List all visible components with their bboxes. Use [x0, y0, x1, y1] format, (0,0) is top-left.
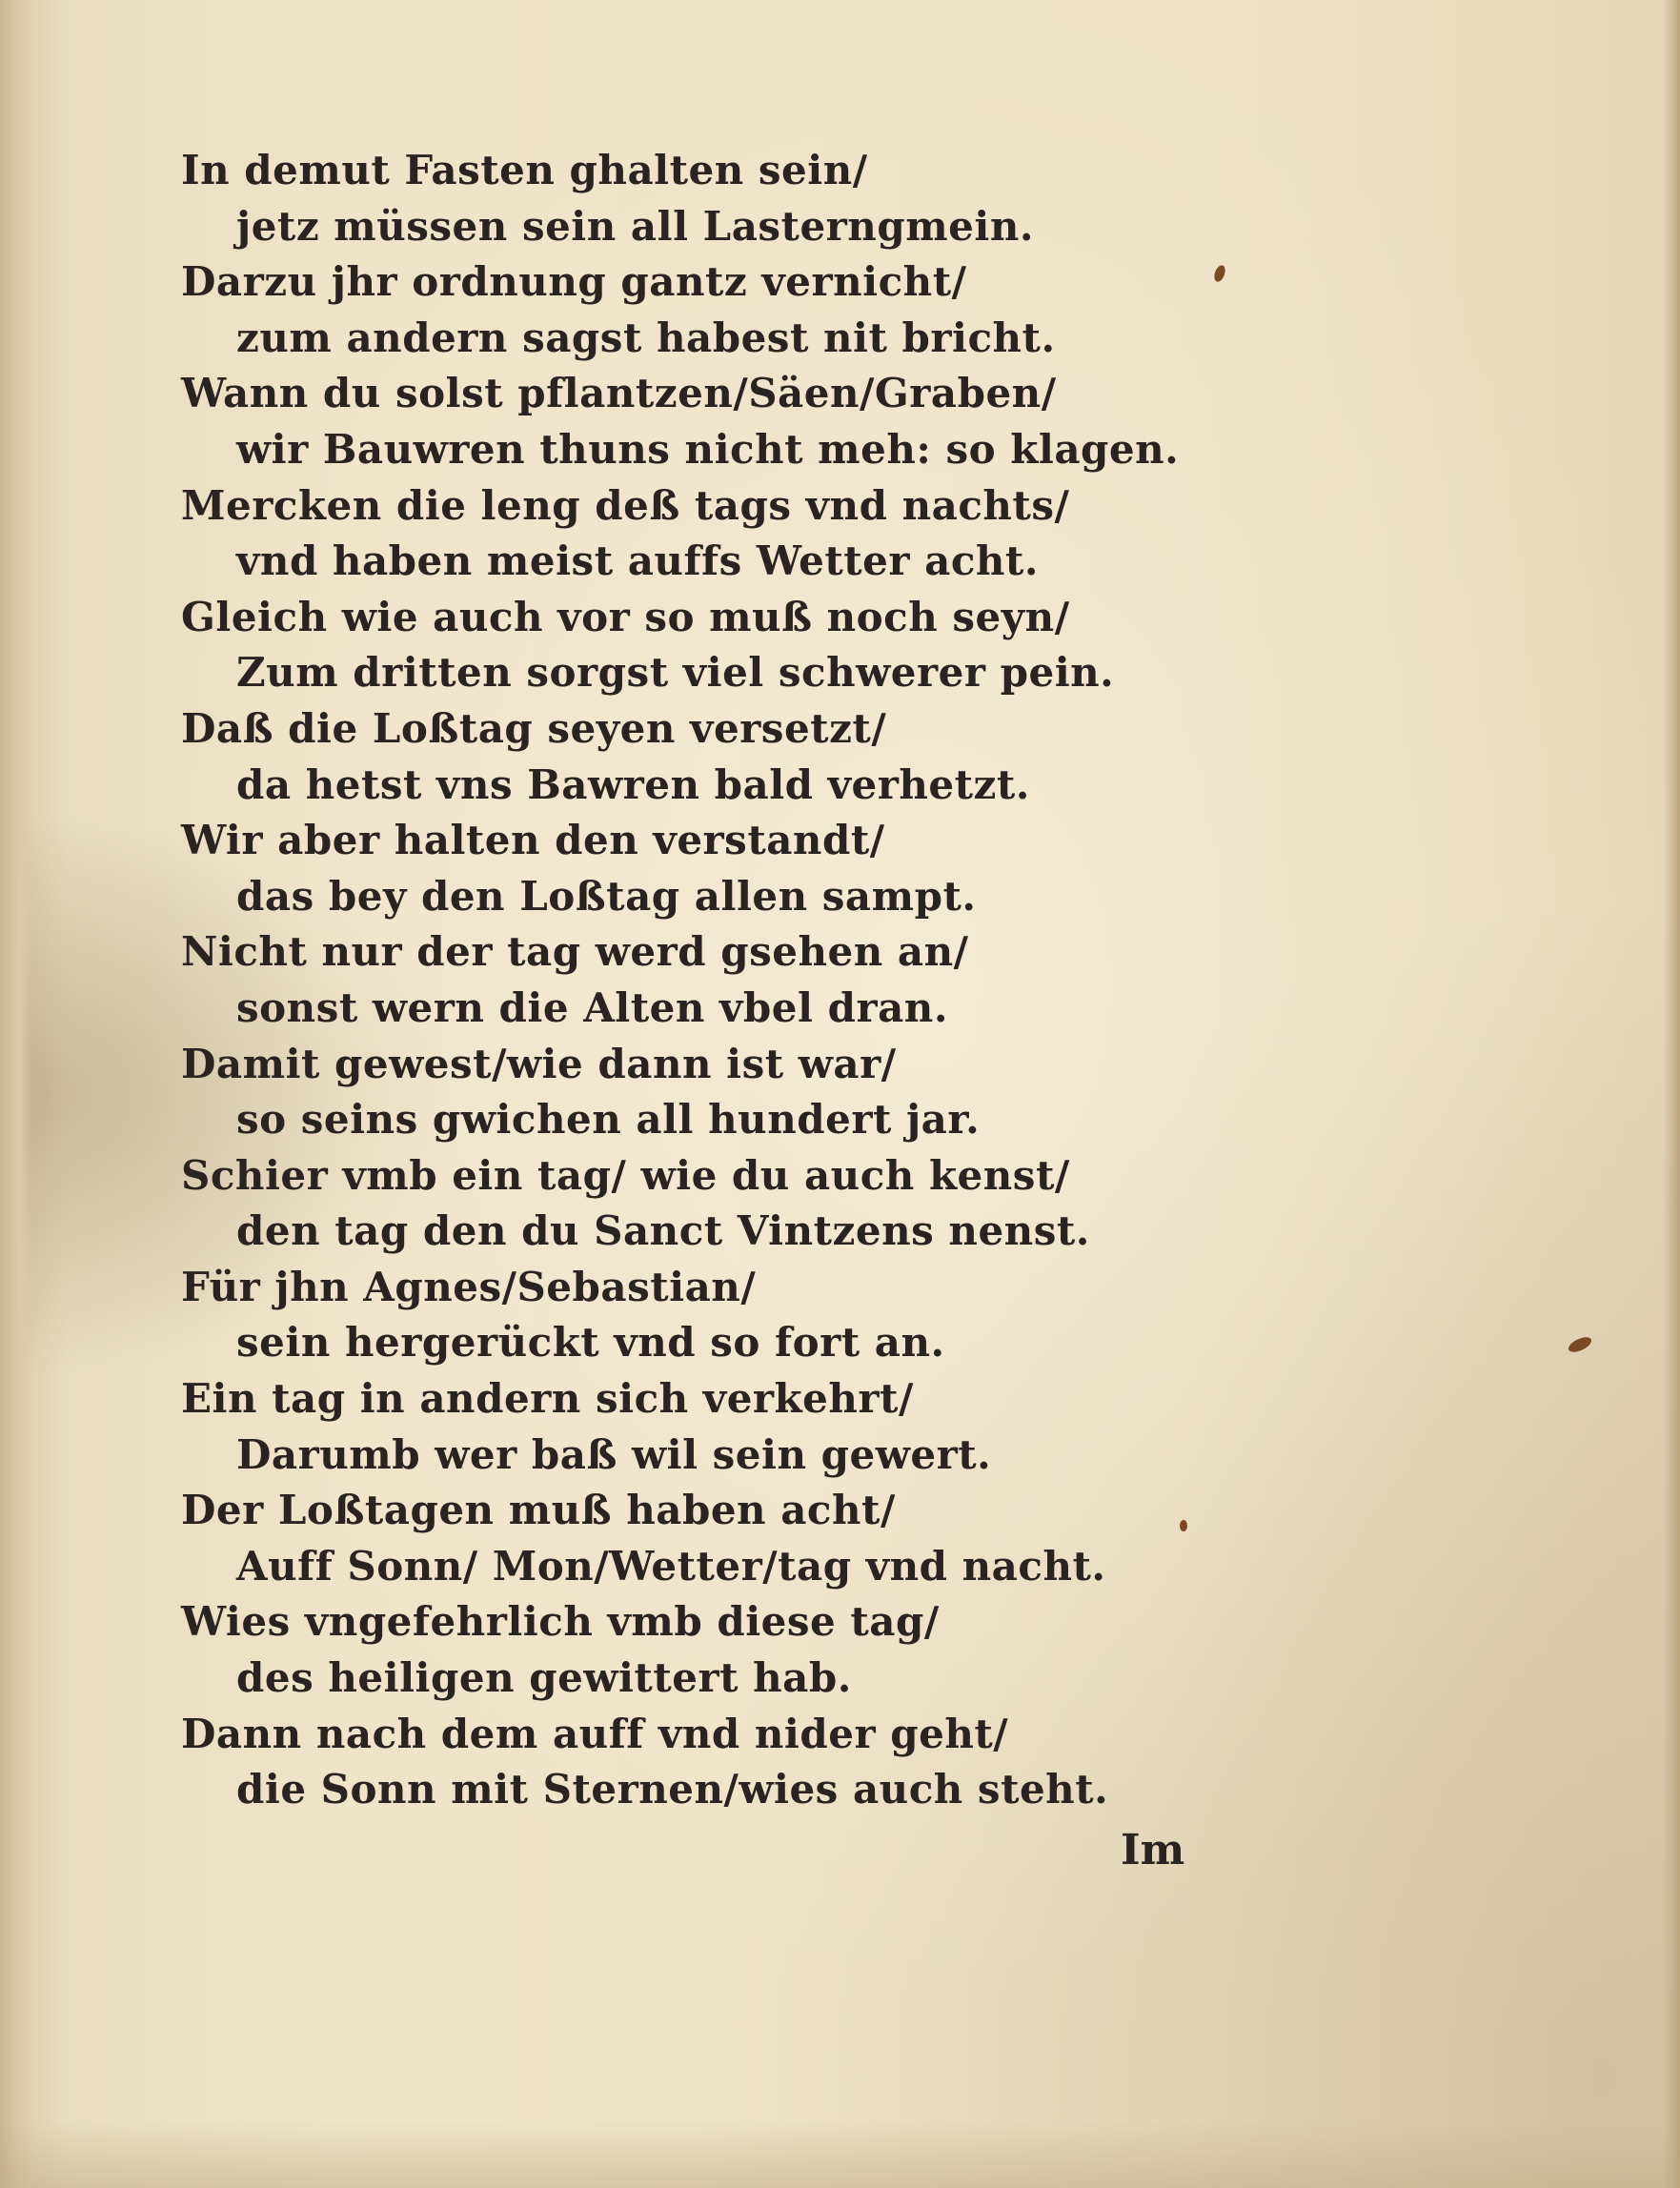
verse-line: sein hergerückt vnd so fort an. — [236, 1319, 945, 1367]
verse-line: Darzu jhr ordnung gantz vernicht/ — [181, 258, 967, 306]
verse-line: die Sonn mit Sternen/wies auch steht. — [236, 1766, 1109, 1813]
verse-line: Wir aber halten den verstandt/ — [181, 817, 885, 864]
verse-line: Ein tag in andern sich verkehrt/ — [181, 1375, 914, 1423]
verse-line: wir Bauwren thuns nicht meh: so klagen. — [236, 425, 1180, 473]
ink-stain — [1567, 1334, 1594, 1355]
verse-line: sonst wern die Alten vbel dran. — [236, 983, 948, 1031]
verse-line: jetz müssen sein all Lasterngmein. — [236, 202, 1034, 250]
verse-line: Der Loßtagen muß haben acht/ — [181, 1487, 896, 1534]
verse-line: Zum dritten sorgst viel schwerer pein. — [236, 649, 1115, 697]
verse-line: Wann du solst pflantzen/Säen/Graben/ — [181, 370, 1057, 417]
verse-line: den tag den du Sanct Vintzens nenst. — [236, 1207, 1090, 1255]
verse-line: Auff Sonn/ Mon/Wetter/tag vnd nacht. — [236, 1542, 1106, 1590]
verse-line: Schier vmb ein tag/ wie du auch kenst/ — [181, 1151, 1070, 1199]
verse-line: zum andern sagst habest nit bricht. — [236, 314, 1056, 361]
catchword: Im — [1121, 1826, 1185, 1874]
verse-line: Daß die Loßtag seyen versetzt/ — [181, 704, 887, 752]
verse-line: Dann nach dem auff vnd nider geht/ — [181, 1710, 1009, 1757]
verse-line: Damit gewest/wie dann ist war/ — [181, 1040, 897, 1087]
verse-line: so seins gwichen all hundert jar. — [236, 1096, 981, 1144]
verse-line: Gleich wie auch vor so muß noch seyn/ — [181, 593, 1070, 640]
verse-line: des heiligen gewittert hab. — [236, 1654, 852, 1702]
verse-line: Mercken die leng deß tags vnd nachts/ — [181, 481, 1070, 529]
verse-line: Darumb wer baß wil sein gewert. — [236, 1430, 992, 1478]
verse-line: Für jhn Agnes/Sebastian/ — [181, 1263, 757, 1310]
page-right-edge — [1663, 0, 1680, 2188]
verse-line: Nicht nur der tag werd gsehen an/ — [181, 928, 969, 976]
verse-line: vnd haben meist auffs Wetter acht. — [236, 537, 1039, 585]
page-binding-edge — [0, 0, 32, 2188]
page-bottom-edge — [0, 2121, 1680, 2188]
verse-line: das bey den Loßtag allen sampt. — [236, 872, 977, 920]
verse-line: da hetst vns Bawren bald verhetzt. — [236, 760, 1030, 808]
verse-text — [181, 143, 1229, 1818]
verse-line: Wies vngefehrlich vmb diese tag/ — [181, 1598, 940, 1646]
verse-line: In demut Fasten ghalten sein/ — [181, 147, 868, 193]
